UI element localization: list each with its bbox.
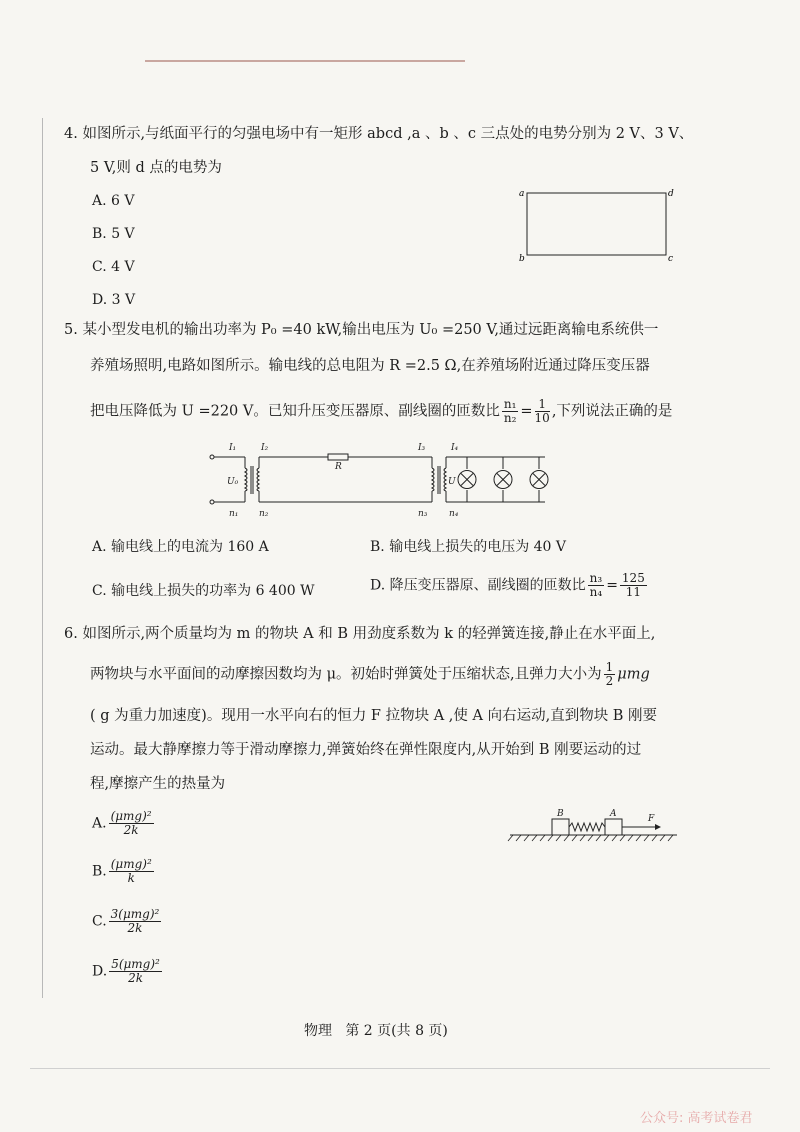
- q4-label-d: d: [668, 189, 674, 199]
- svg-text:I₁: I₁: [229, 443, 237, 453]
- q5-line3: [90, 398, 672, 425]
- q6-option-c: C. $\frac{\text{3(μmg)²}}{2k}$: [92, 907, 160, 935]
- q4-option-c: C. 4 V: [92, 259, 135, 275]
- q5-option-c: C. 输电线上损失的功率为 6 400 W: [92, 583, 315, 599]
- left-margin-rule: [42, 118, 43, 998]
- q5-optd-ratio-symbol: $\frac{\text{n₃}}{\text{n₄}}$: [589, 571, 603, 599]
- q5-ratio-symbol: $\frac{\text{n₁}}{\text{n₂}}$: [503, 397, 517, 425]
- q5-line1: 5. 某小型发电机的输出功率为 P₀ =40 kW,输出电压为 U₀ =250 V,通过远距离输电系统供一: [64, 322, 659, 338]
- q5-line3-post: ,下列说法正确的是: [551, 403, 673, 420]
- q6-line4: 运动。最大静摩擦力等于滑动摩擦力,弹簧始终在弹性限度内,从开始到 B 刚要运动的过: [90, 742, 642, 758]
- q5-option-d: D. 降压变压器原、副线圈的匝数比 $\frac{\text{n₃}}{\text{n₄}}$ = $\frac{125}{11}$: [370, 571, 645, 599]
- top-decoration-bar: [145, 60, 465, 62]
- svg-text:n₃: n₃: [418, 509, 428, 519]
- q4-line2: 5 V,则 d 点的电势为: [90, 160, 222, 176]
- svg-text:I₄: I₄: [451, 443, 459, 453]
- q4-label-b: b: [519, 254, 525, 264]
- block-a: [605, 819, 622, 835]
- svg-text:n₄: n₄: [449, 509, 459, 519]
- svg-text:I₃: I₃: [418, 443, 426, 453]
- q4-option-d: D. 3 V: [92, 292, 136, 308]
- bottom-rule: [30, 1068, 770, 1069]
- q5-line2: 养殖场照明,电路如图所示。输电线的总电阻为 R =2.5 Ω,在养殖场附近通过降压变压器: [90, 358, 650, 374]
- q5-optd-ratio-value: $\frac{125}{11}$: [621, 571, 645, 599]
- svg-text:B: B: [557, 809, 564, 819]
- svg-text:U: U: [448, 477, 456, 487]
- q6-line2: 两物块与水平面间的动摩擦因数均为 μ。初始时弹簧处于压缩状态,且弹力大小为 $\frac{1}{2}$ μmg: [90, 660, 650, 688]
- q5-line3-pre: 把电压降低为 U =220 V。已知升压变压器原、副线圈的匝数比: [90, 403, 500, 420]
- watermark: 公众号: 高考试卷君: [640, 1111, 753, 1126]
- q6-option-a: A. $\frac{\text{(μmg)²}}{2k}$: [92, 809, 152, 837]
- svg-text:A: A: [610, 809, 617, 819]
- q6-line1: 6. 如图所示,两个质量均为 m 的物块 A 和 B 用劲度系数为 k 的轻弹簧连接,静止在水平面上,: [64, 626, 656, 642]
- q4-option-b: B. 5 V: [92, 226, 135, 242]
- q5-option-a: A. 输电线上的电流为 160 A: [92, 539, 269, 555]
- q4-option-a: A. 6 V: [92, 193, 135, 209]
- page-footer: 物理 第 2 页(共 8 页): [304, 1023, 448, 1039]
- q5-ratio-eq: =: [520, 403, 533, 420]
- q5-ratio-value: $\frac{1}{10}$: [534, 397, 550, 425]
- svg-text:n₁: n₁: [229, 509, 239, 519]
- q5-option-b: B. 输电线上损失的电压为 40 V: [370, 539, 567, 555]
- q6-blocks-figure: [505, 805, 685, 847]
- q6-line5: 程,摩擦产生的热量为: [90, 776, 226, 792]
- svg-text:F: F: [648, 814, 655, 824]
- q4-line1: 4. 如图所示,与纸面平行的匀强电场中有一矩形 abcd ,a 、b 、c 三点处的电势分别为 2 V、3 V、: [64, 126, 694, 142]
- svg-text:U₀: U₀: [227, 477, 239, 487]
- block-b: [552, 819, 569, 835]
- q4-label-a: a: [519, 189, 525, 199]
- q6-line3: ( g 为重力加速度)。现用一水平向右的恒力 F 拉物块 A ,使 A 向右运动,直到物块 B 刚要: [90, 708, 658, 724]
- q6-option-d: D. $\frac{\text{5(μmg)²}}{2k}$: [92, 957, 160, 985]
- svg-text:R: R: [335, 462, 342, 472]
- q4-label-c: c: [668, 254, 674, 264]
- q5-circuit-diagram: [205, 438, 550, 520]
- q6-option-b: B. $\frac{\text{(μmg)²}}{k}$: [92, 857, 152, 885]
- svg-text:I₂: I₂: [261, 443, 269, 453]
- svg-text:n₂: n₂: [259, 509, 269, 519]
- q4-rectangle-figure: [510, 185, 680, 265]
- force-arrow-icon: [655, 824, 661, 830]
- q6-force-fraction: $\frac{1}{2}$: [605, 660, 614, 688]
- spring: [569, 823, 605, 831]
